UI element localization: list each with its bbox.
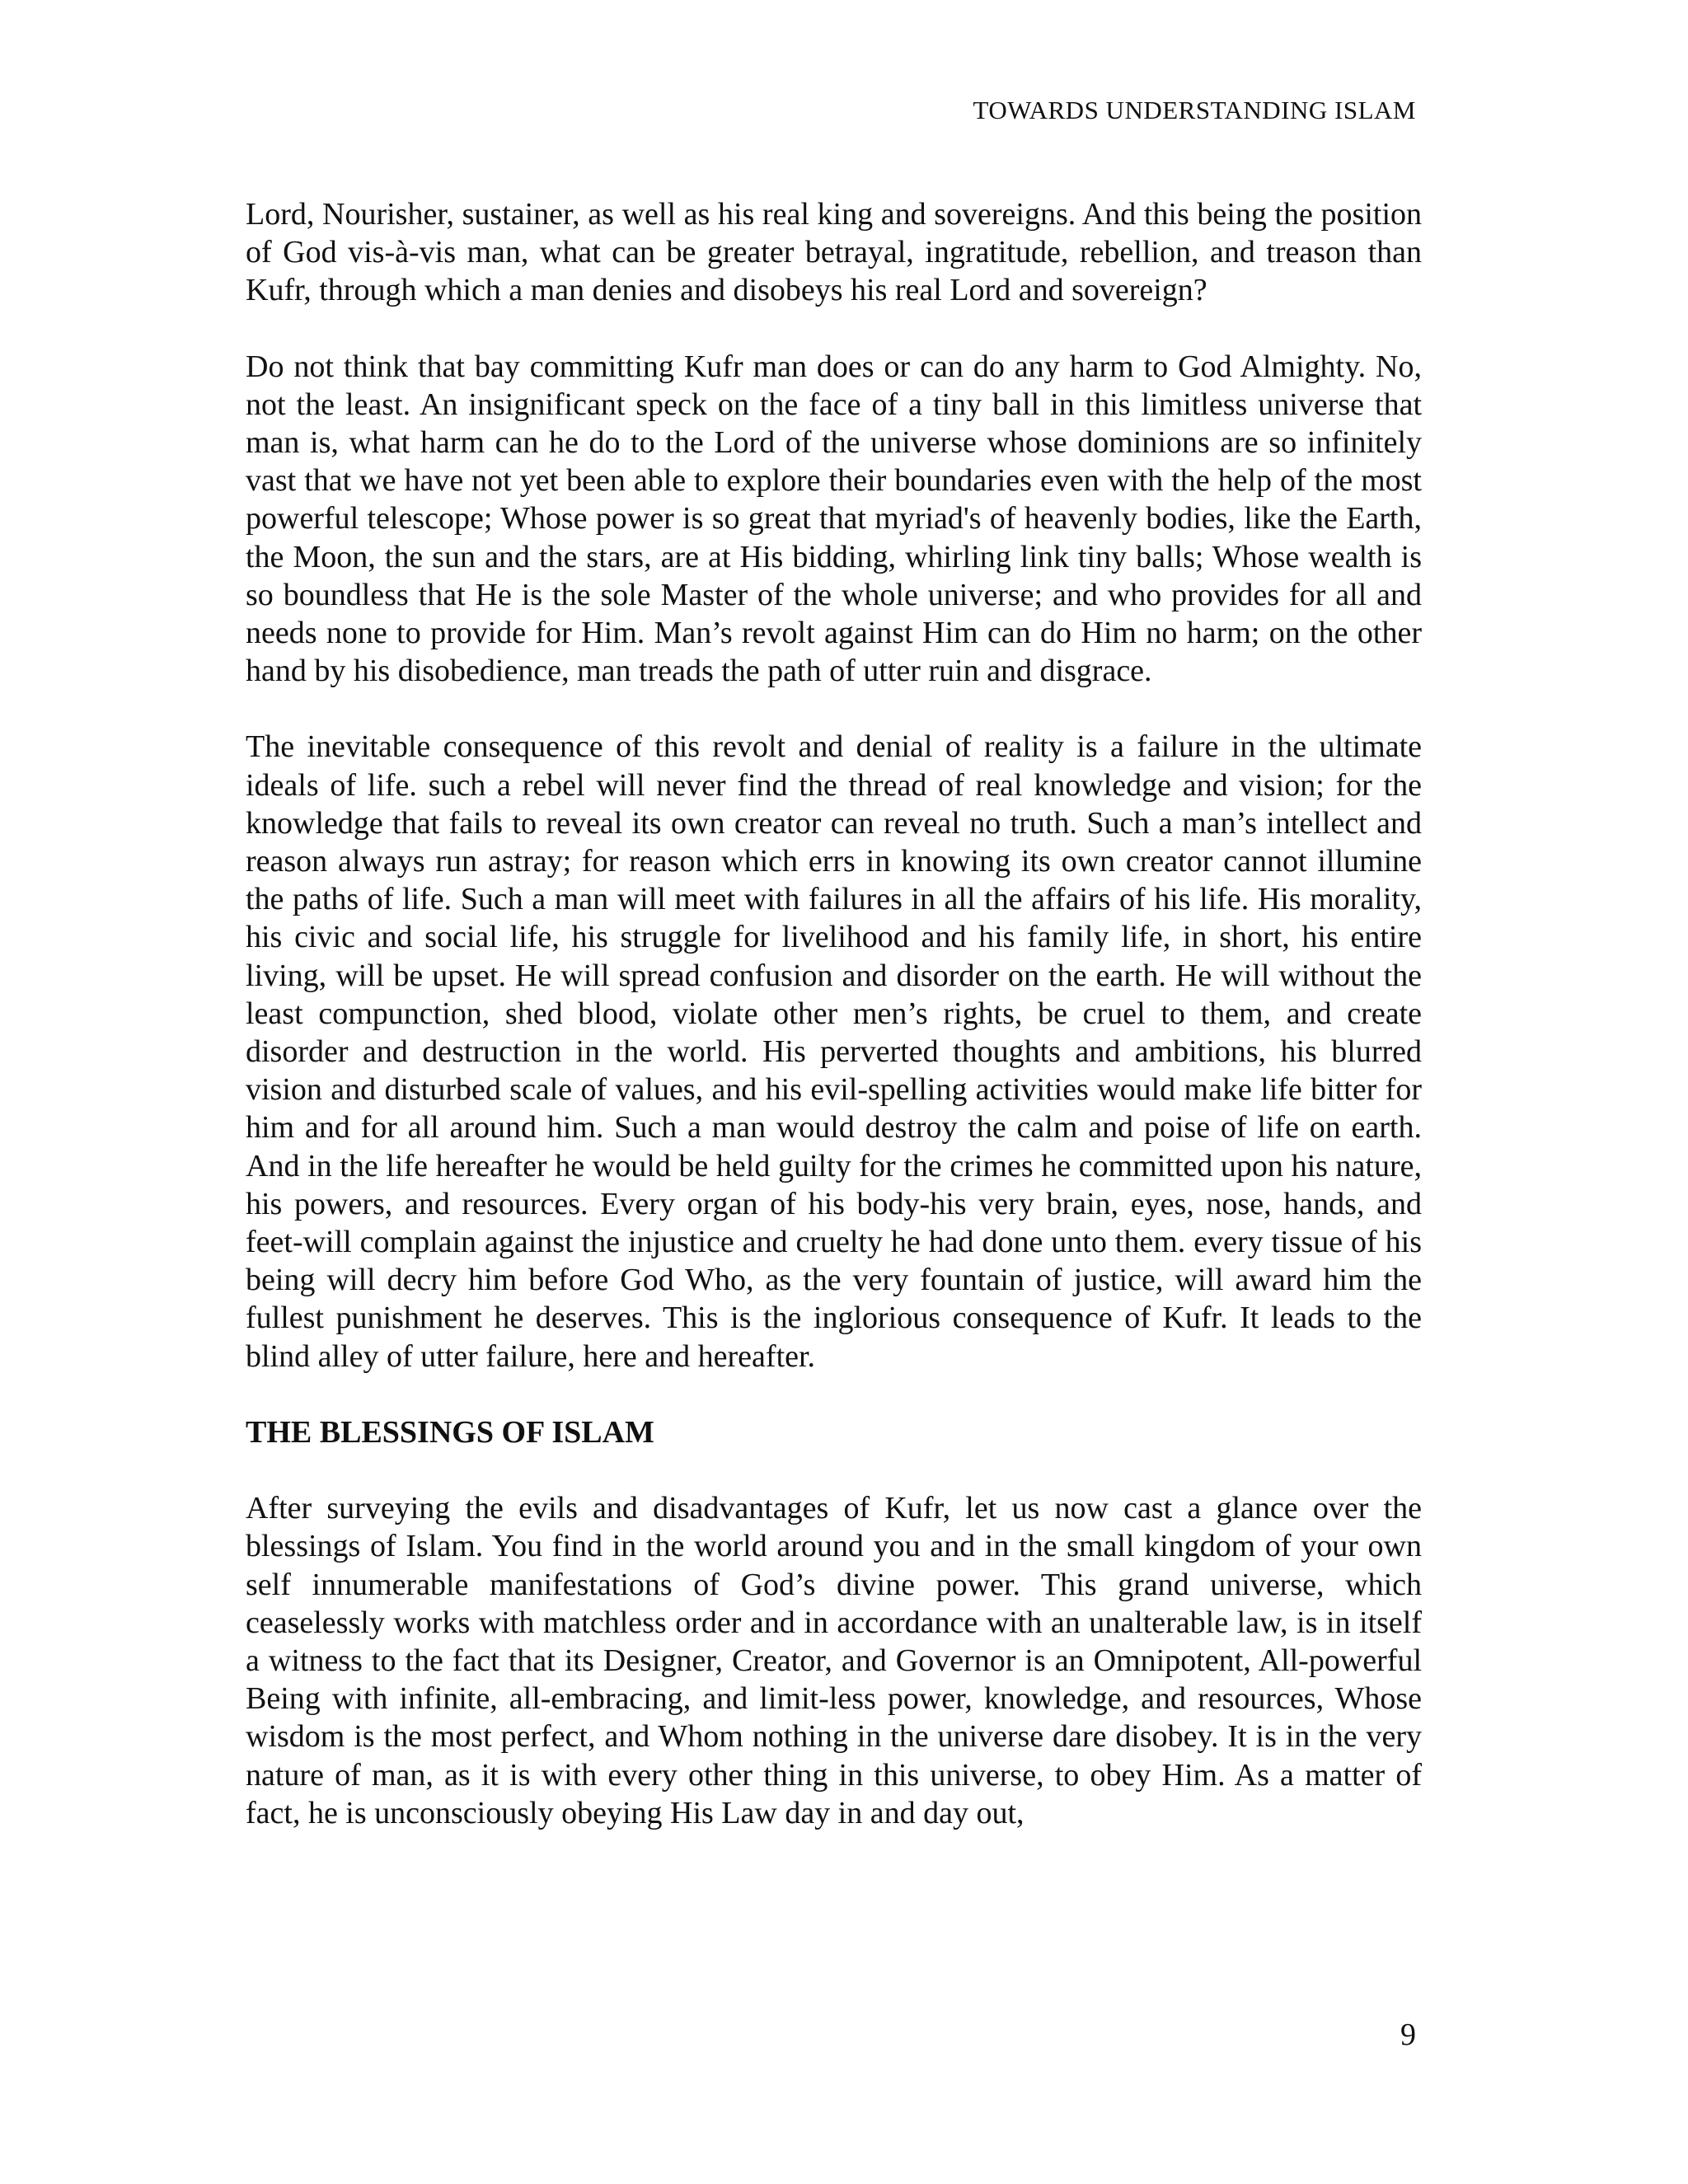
section-heading: THE BLESSINGS OF ISLAM <box>246 1414 654 1450</box>
page-number: 9 <box>1400 2018 1416 2052</box>
section-paragraph: After surveying the evils and disadvantages of Kufr, let us now cast a glance over the blessings of Islam. You find in the world around you and in the small kingdom of your own self innumerable manifestations of God’s divine power. This grand universe, which ceaselessly works with matchless order and in accordance with an unalterable law, is in itself a witness to the fact that its Designer, Creator, and Governor is an Omnipotent, All-powerful Being with infinite, all-embracing, and limit-less power, knowledge, and resources, Whose wisdom is the most perfect, and Whom nothing in the universe dare disobey. It is in the very nature of man, as it is with every other thing in this universe, to obey Him. As a matter of fact, he is unconsciously obeying His Law day in and day out, <box>246 1491 1422 1830</box>
paragraph-2: Do not think that bay committing Kufr man does or can do any harm to God Almighty. No, not the least. An insignificant speck on the face of a tiny ball in this limitless universe that man is, what harm can he do to the Lord of the universe whose dominions are so infinitely vast that we have not yet been able to explore their boundaries even with the help of the most powerful telescope; Whose power is so great that myriad's of heavenly bodies, like the Earth, the Moon, the sun and the stars, are at His bidding, whirling link tiny balls; Whose wealth is so boundless that He is the sole Master of the whole universe; and who provides for all and needs none to provide for Him. Man’s revolt against Him can do Him no harm; on the other hand by his disobedience, man treads the path of utter ruin and disgrace. <box>246 349 1422 689</box>
running-header: TOWARDS UNDERSTANDING ISLAM <box>973 96 1416 124</box>
body-text <box>246 195 1422 1832</box>
paragraph-1: Lord, Nourisher, sustainer, as well as his real king and sovereigns. And this being the position of God vis-à-vis man, what can be greater betrayal, ingratitude, rebellion, and treason than Kufr, through which a man denies and disobeys his real Lord and sovereign? <box>246 197 1422 308</box>
paragraph-3: The inevitable consequence of this revolt and denial of reality is a failure in the ultimate ideals of life. such a rebel will never find the thread of real knowledge and vision; for the knowledge that fails to reveal its own creator can reveal no truth. Such a man’s intellect and reason always run astray; for reason which errs in knowing its own creator cannot illumine the paths of life. Such a man will meet with failures in all the affairs of his life. His morality, his civic and social life, his struggle for livelihood and his family life, in short, his entire living, will be upset. He will spread confusion and disorder on the earth. He will without the least compunction, shed blood, violate other men’s rights, be cruel to them, and create disorder and destruction in the world. His perverted thoughts and ambitions, his blurred vision and disturbed scale of values, and his evil-spelling activities would make life bitter for him and for all around him. Such a man would destroy the calm and poise of life on earth. And in the life hereafter he would be held guilty for the crimes he committed upon his nature, his powers, and resources. Every organ of his body-his very brain, eyes, nose, hands, and feet-will complain against the injustice and cruelty he had done unto them. every tissue of his being will decry him before God Who, as the very fountain of justice, will award him the fullest punishment he deserves. This is the inglorious consequence of Kufr. It leads to the blind alley of utter failure, here and hereafter. <box>246 729 1422 1374</box>
